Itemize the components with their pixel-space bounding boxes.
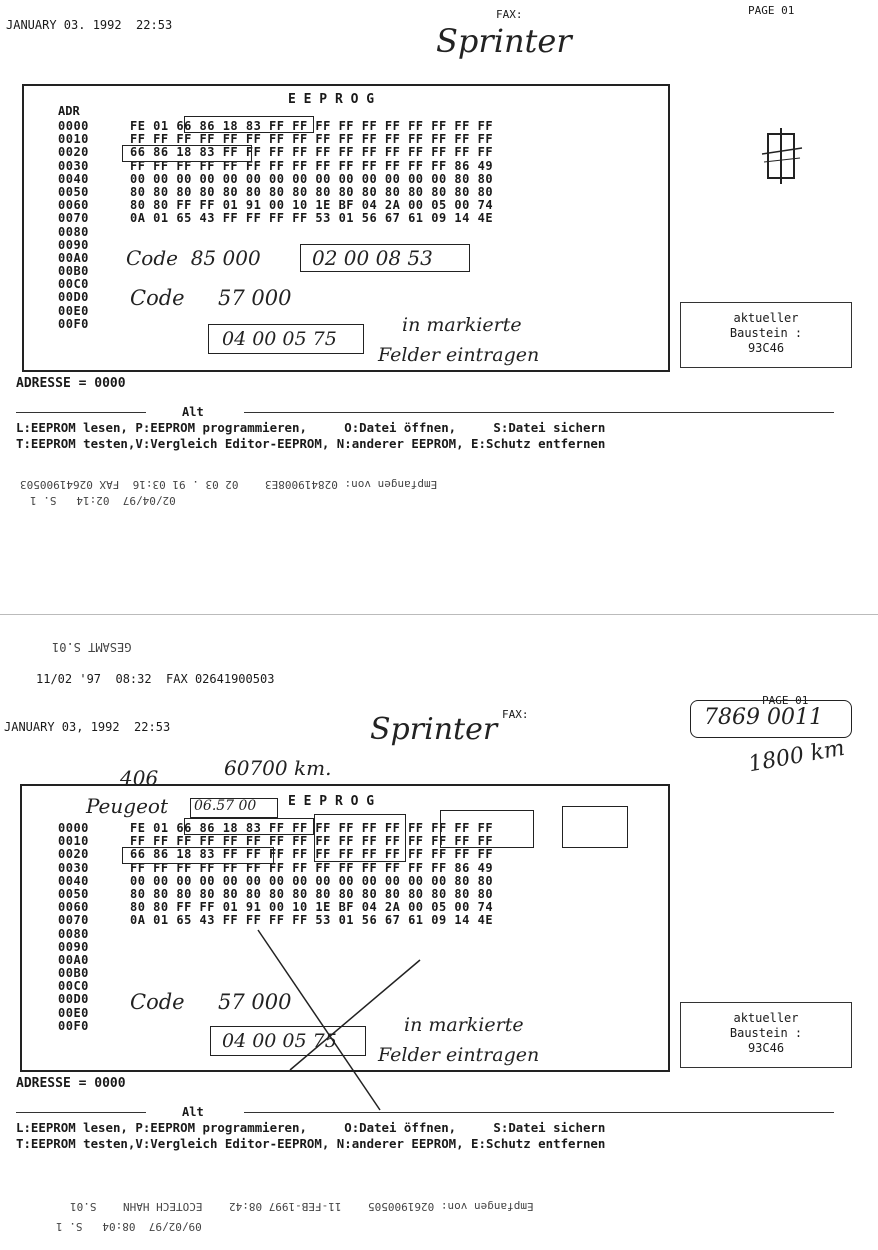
hex-row: 0A 01 65 43 FF FF FF FF 53 01 56 67 61 09 14 4E (130, 913, 494, 928)
address: 00B0 (58, 264, 89, 279)
alt-label: Alt (182, 405, 204, 419)
chip-label: Baustein : (729, 326, 803, 340)
fax-header-label: FAX: (496, 8, 523, 21)
hex-row: 0A 01 65 43 FF FF FF FF 53 01 56 67 61 09 14 4E (130, 211, 494, 226)
address: 0050 (58, 886, 89, 901)
chip-sketch (760, 126, 808, 186)
address: 00F0 (58, 1018, 89, 1033)
mirrored-footer-2: 02/04/97 02:14 S. 1 (30, 494, 176, 507)
address: 0000 (58, 821, 89, 835)
address: 00E0 (58, 303, 89, 318)
address: 0090 (58, 237, 89, 252)
handwritten-code-2: Code 57 000 (130, 286, 292, 310)
hex-row: 80 80 FF FF 01 91 00 10 1E BF 04 2A 00 05 00 74 (130, 900, 494, 915)
separator (244, 1112, 834, 1113)
adr-header: ADR (58, 104, 80, 118)
address-status: ADRESSE = 0000 (16, 1076, 126, 1091)
handwritten-code-1: Code 85 000 (126, 246, 261, 270)
hex-row: 00 00 00 00 00 00 00 00 00 00 00 00 00 00 80 80 (130, 171, 494, 186)
handwritten-note-2: Felder eintragen (378, 344, 540, 366)
address: 0010 (58, 132, 89, 147)
hex-row: FE 01 66 86 18 83 FF FF FF FF FF FF FF FF FF FF (130, 821, 494, 835)
handwritten-peugeot: Peugeot (86, 794, 168, 818)
hex-row: 66 86 18 83 FF FF FF FF FF FF FF FF FF FF FF FF (130, 847, 494, 862)
address: 00D0 (58, 290, 89, 305)
marked-field (562, 806, 628, 848)
address: 00C0 (58, 979, 89, 994)
fax-header-date: JANUARY 03, 1992 22:53 (4, 720, 171, 734)
handwritten-note-1: in markierte (404, 1014, 524, 1036)
address: 0080 (58, 926, 89, 941)
hex-row: FE 01 66 86 18 83 FF FF FF FF FF FF FF FF FF FF (130, 119, 494, 133)
address: 00F0 (58, 316, 89, 331)
chip-info-box (680, 1002, 852, 1068)
hex-row: FF FF FF FF FF FF FF FF FF FF FF FF FF FF FF FF (130, 132, 494, 147)
address: 0080 (58, 224, 89, 239)
sent-line: 11/02 '97 08:32 FAX 02641900503 (36, 672, 275, 686)
handwritten-value-1: 02 00 08 53 (312, 246, 433, 270)
hex-data (130, 120, 493, 226)
fax-header-date: JANUARY 03. 1992 22:53 (6, 18, 173, 32)
hex-row: 00 00 00 00 00 00 00 00 00 00 00 00 00 00 80 80 (130, 873, 494, 888)
marked-field (122, 847, 274, 864)
chip-value: 93C46 (747, 1041, 785, 1055)
chip-info-box (680, 302, 852, 368)
hex-row: FF FF FF FF FF FF FF FF FF FF FF FF FF FF 86 49 (130, 860, 494, 875)
address: 00A0 (58, 952, 89, 967)
address: 0000 (58, 119, 89, 133)
handwritten-km-right: 1800 km (746, 735, 847, 778)
separator (16, 412, 146, 413)
address: 00E0 (58, 1005, 89, 1020)
address: 0010 (58, 834, 89, 849)
address: 0020 (58, 145, 89, 160)
hex-row: FF FF FF FF FF FF FF FF FF FF FF FF FF FF 86 49 (130, 158, 494, 173)
handwritten-note-2: Felder eintragen (378, 1044, 540, 1066)
menu-line-1: L:EEPROM lesen, P:EEPROM programmieren, O:Datei öffnen, S:Datei sichern (16, 1120, 606, 1135)
hex-row: 80 80 80 80 80 80 80 80 80 80 80 80 80 80 80 80 (130, 886, 494, 901)
marked-field (122, 145, 252, 162)
menu-line-1: L:EEPROM lesen, P:EEPROM programmieren, O:Datei öffnen, S:Datei sichern (16, 420, 606, 435)
handwritten-value: 04 00 05 75 (222, 1030, 337, 1052)
address: 0030 (58, 860, 89, 875)
hex-data (130, 822, 493, 928)
alt-label: Alt (182, 1105, 204, 1119)
address: 00A0 (58, 250, 89, 265)
handwritten-boxed-value: 06.57 00 (194, 798, 257, 814)
address: 0070 (58, 211, 89, 226)
handwritten-title: Sprinter (436, 22, 572, 60)
panel-title: E E P R O G (288, 92, 375, 107)
menu-line-2: T:EEPROM testen,V:Vergleich Editor-EEPROM, N:anderer EEPROM, E:Schutz entfernen (16, 436, 606, 451)
mirrored-footer-2: 09/02/97 08:04 S. 1 (56, 1220, 202, 1233)
page-number: PAGE 01 (762, 694, 809, 707)
address: 00B0 (58, 966, 89, 981)
address: 0060 (58, 900, 89, 915)
menu-line-2: T:EEPROM testen,V:Vergleich Editor-EEPROM, N:anderer EEPROM, E:Schutz entfernen (16, 1136, 606, 1151)
mirrored-footer-1: Empfangen von: 0261900505 11-FEB-1997 08:42 ECOTECH HAHN S.01 (70, 1200, 534, 1213)
hex-row: FF FF FF FF FF FF FF FF FF FF FF FF FF FF FF FF (130, 834, 494, 849)
handwritten-value-2: 04 00 05 75 (222, 328, 337, 350)
address: 0070 (58, 913, 89, 928)
marked-field (314, 814, 406, 862)
chip-label: aktueller (733, 1011, 799, 1025)
handwritten-note-1: in markierte (402, 314, 522, 336)
address: 0090 (58, 939, 89, 954)
marked-field (184, 116, 314, 133)
panel-title: E E P R O G (288, 794, 375, 809)
separator (16, 1112, 146, 1113)
handwritten-code: Code 57 000 (130, 990, 292, 1014)
address: 00D0 (58, 992, 89, 1007)
handwritten-km-left: 60700 km. (224, 756, 332, 780)
chip-label: Baustein : (729, 1026, 803, 1040)
cross-out-strokes (250, 920, 480, 1120)
address: 00C0 (58, 277, 89, 292)
address-status: ADRESSE = 0000 (16, 376, 126, 391)
chip-label: aktueller (733, 311, 799, 325)
handwritten-title: Sprinter (370, 712, 498, 747)
address: 0020 (58, 847, 89, 862)
marked-field (440, 810, 534, 848)
mirrored-footer-1: Empfangen von: 028419008E3 02 03 . 91 03:16 FAX 02641900503 (20, 478, 438, 491)
address: 0060 (58, 198, 89, 213)
address-column (58, 120, 89, 331)
page-fold (0, 614, 878, 615)
address: 0040 (58, 873, 89, 888)
mirrored-stamp: GESAMT S.01 (52, 640, 132, 654)
address: 0050 (58, 184, 89, 199)
page-number: PAGE 01 (748, 4, 795, 17)
handwritten-406: 406 (120, 766, 159, 790)
address: 0030 (58, 158, 89, 173)
address-column (58, 822, 89, 1033)
separator (244, 412, 834, 413)
hex-row: 66 86 18 83 FF FF FF FF FF FF FF FF FF FF FF FF (130, 145, 494, 160)
chip-value: 93C46 (747, 341, 785, 355)
hex-row: 80 80 80 80 80 80 80 80 80 80 80 80 80 80 80 80 (130, 184, 494, 199)
address: 0040 (58, 171, 89, 186)
handwritten-phone: 7869 0011 (704, 705, 823, 730)
marked-field (184, 818, 314, 835)
fax-header-label: FAX: (502, 708, 529, 721)
hex-row: 80 80 FF FF 01 91 00 10 1E BF 04 2A 00 05 00 74 (130, 198, 494, 213)
